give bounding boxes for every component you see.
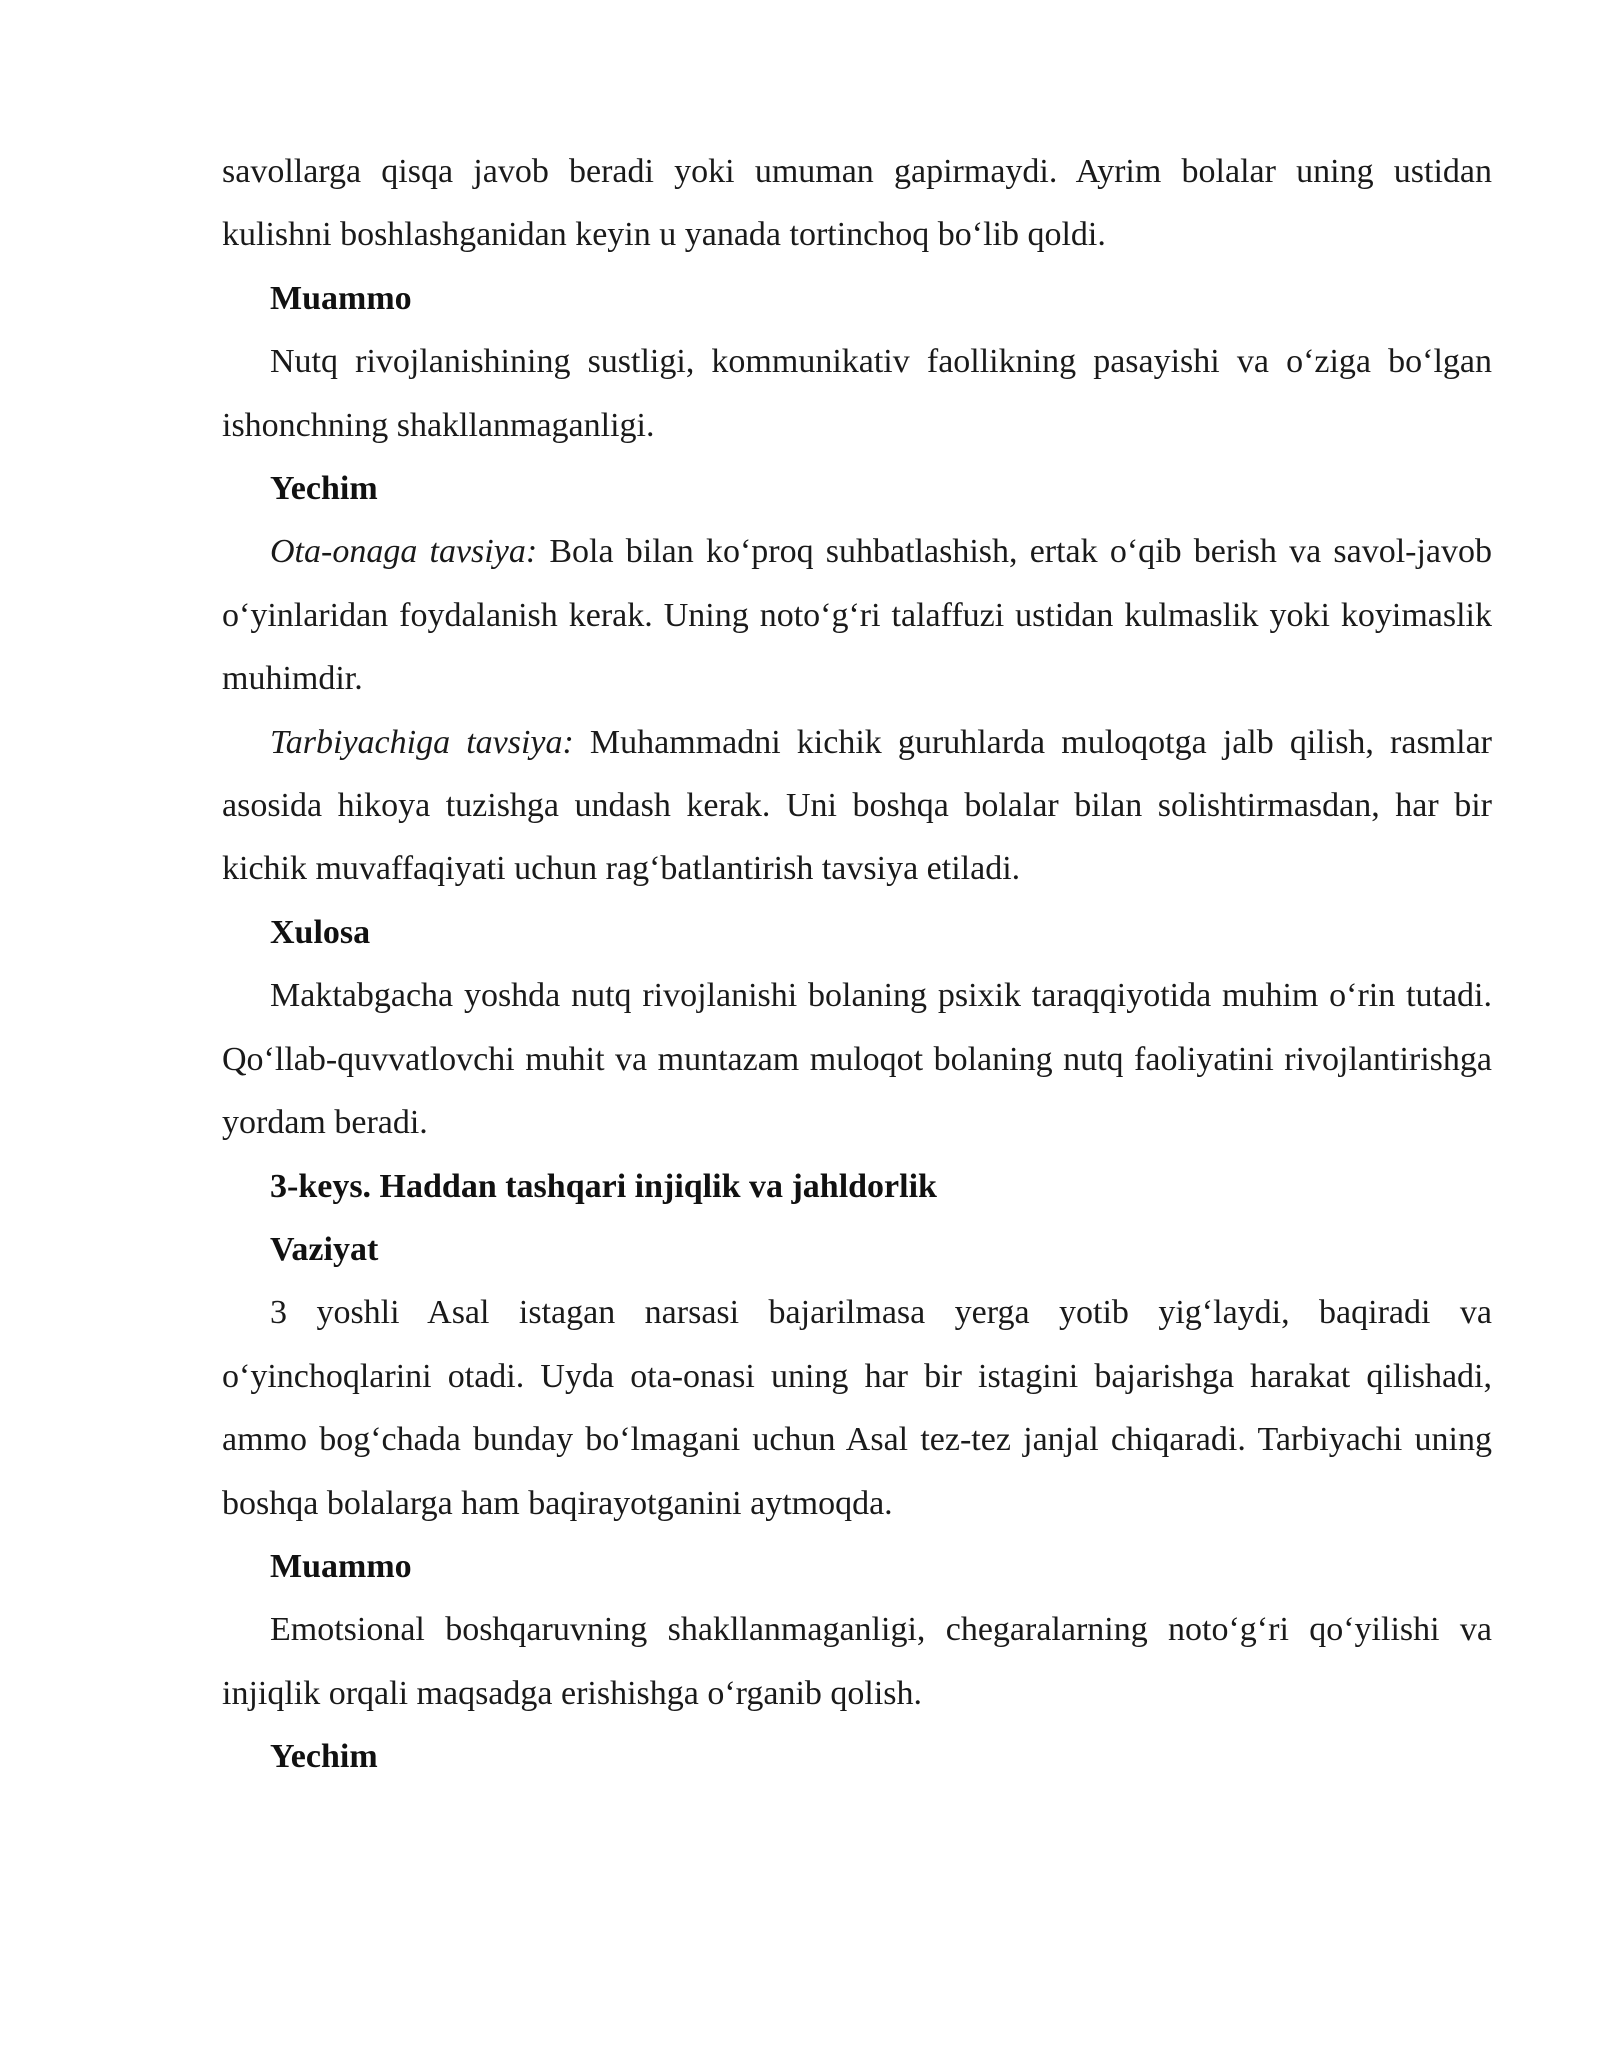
paragraph-xulosa: Maktabgacha yoshda nutq rivojlanishi bolaning psixik taraqqiyotida muhim o‘rin tutadi. Qo‘llab-quvvatlovchi muhit va muntazam muloqot bolaning nutq faoliyatini rivojlantirishga yordam beradi.	[222, 977, 1492, 1142]
document-page	[222, 140, 1492, 1789]
heading-muammo-2: Muammo	[270, 1547, 412, 1585]
heading-muammo: Muammo	[270, 279, 412, 317]
paragraph-parent-recommendation	[222, 520, 1492, 710]
paragraph-continuation: savollarga qisqa javob beradi yoki umuman gapirmaydi. Ayrim bolalar uning ustidan kulishni boshlashganidan keyin u yanada tortinchoq bo‘lib qoldi.	[222, 153, 1492, 254]
recommendation-text: Muhammadni kichik guruhlarda muloqotga jalb qilish, rasmlar asosida hikoya tuzishga undash kerak. Uni boshqa bolalar bilan solishtirmasdan, har bir kichik muvaffaqiyati uchun rag‘batlantirish tavsiya etiladi.	[222, 723, 1492, 888]
recommendation-lead: Tarbiyachiga tavsiya:	[270, 723, 574, 761]
recommendation-lead: Ota-onaga tavsiya:	[270, 533, 538, 571]
paragraph-teacher-recommendation	[222, 711, 1492, 901]
paragraph-vaziyat: 3 yoshli Asal istagan narsasi bajarilmasa yerga yotib yig‘laydi, baqiradi va o‘yinchoqlarini otadi. Uyda ota-onasi uning har bir istagini bajarishga harakat qilishadi, ammo bog‘chada bunday bo‘lmagani uchun Asal tez-tez janjal chiqaradi. Tarbiyachi uning boshqa bolalarga ham baqirayotganini aytmoqda.	[222, 1294, 1492, 1522]
heading-vaziyat: Vaziyat	[270, 1230, 379, 1268]
paragraph-muammo-2: Emotsional boshqaruvning shakllanmaganligi, chegaralarning noto‘g‘ri qo‘yilishi va injiqlik orqali maqsadga erishishga o‘rganib qolish.	[222, 1611, 1492, 1712]
heading-yechim: Yechim	[270, 470, 378, 508]
recommendation-text: Bola bilan ko‘proq suhbatlashish, ertak o‘qib berish va savol-javob o‘yinlaridan foydalanish kerak. Uning noto‘g‘ri talaffuzi ustidan kulmaslik yoki koyimaslik muhimdir.	[222, 533, 1492, 698]
paragraph-muammo: Nutq rivojlanishining sustligi, kommunikativ faollikning pasayishi va o‘ziga bo‘lgan ishonchning shakllanmaganligi.	[222, 343, 1492, 444]
heading-case-3: 3-keys. Haddan tashqari injiqlik va jahldorlik	[270, 1167, 937, 1205]
heading-xulosa: Xulosa	[270, 913, 371, 951]
heading-yechim-2: Yechim	[270, 1738, 378, 1776]
